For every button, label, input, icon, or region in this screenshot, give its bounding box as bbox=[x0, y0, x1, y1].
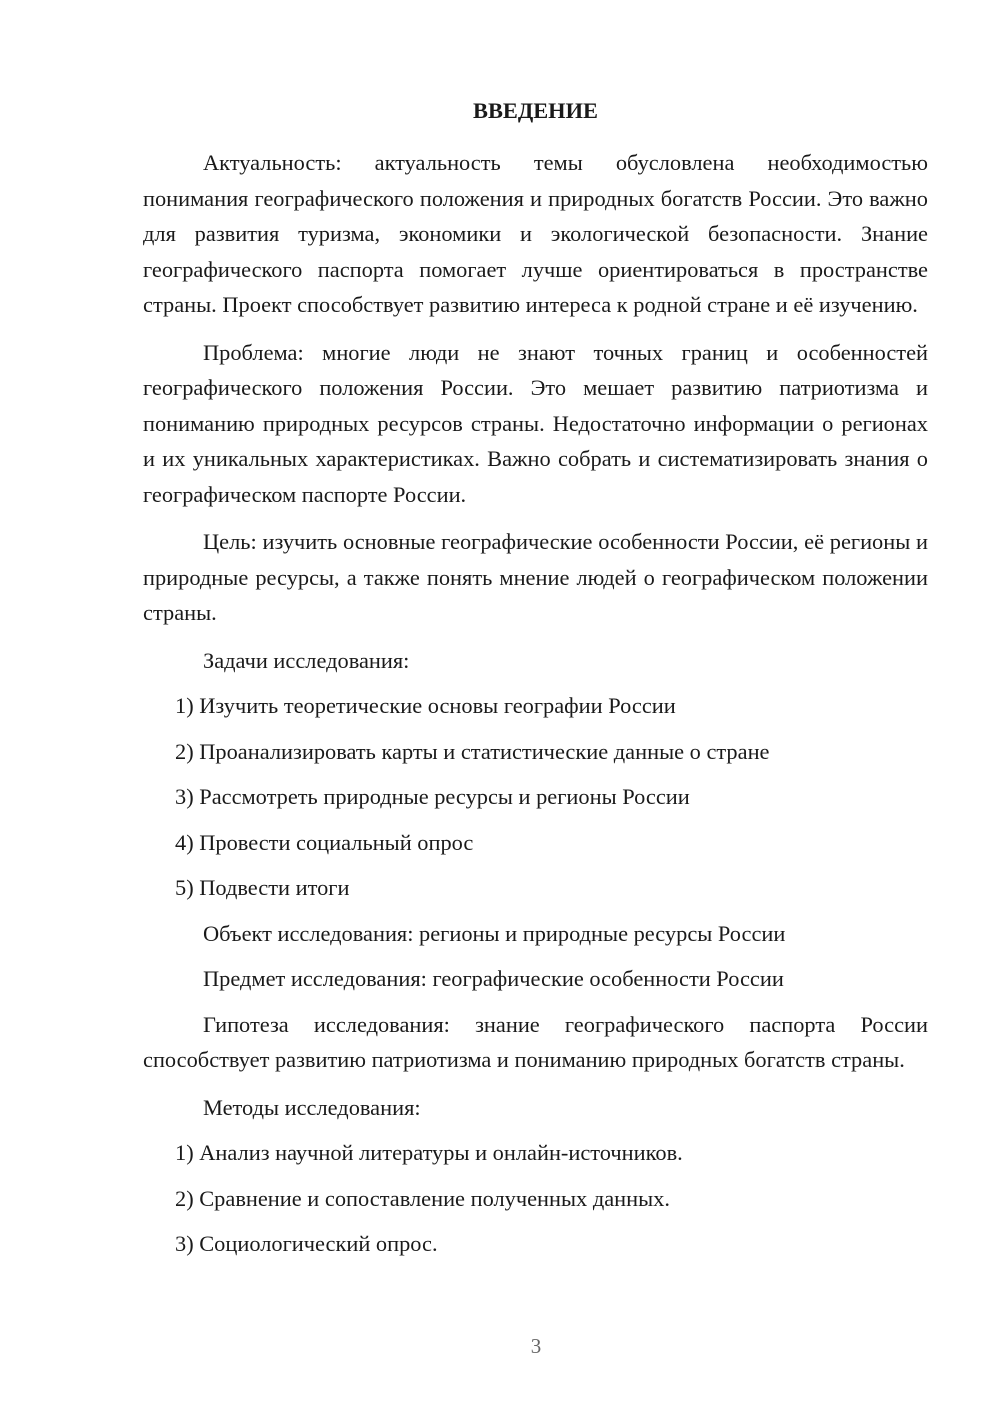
problem-paragraph: Проблема: многие люди не знают точных границ и особенностей географического положения России. Это мешает развитию патриотизма и пониманию природных ресурсов страны. Недостаточно информации о регионах и их уникальных характеристиках. Важно собрать и систематизировать знания о географическом паспорте России. bbox=[143, 339, 928, 507]
list-item-method: 2) Сравнение и сопоставление полученных данных. bbox=[175, 1185, 670, 1211]
list-item-method: 3) Социологический опрос. bbox=[175, 1231, 438, 1256]
research-subject: Предмет исследования: географические особенности России bbox=[203, 966, 784, 991]
list-item-method: 1) Анализ научной литературы и онлайн-источников. bbox=[175, 1140, 683, 1165]
list-item-task: 3) Рассмотреть природные ресурсы и регионы России bbox=[175, 784, 690, 809]
page-content bbox=[143, 93, 928, 1262]
tasks-heading: Задачи исследования: bbox=[203, 647, 410, 673]
list-item-task: 4) Провести социальный опрос bbox=[175, 829, 474, 855]
list-item-task: 5) Подвести итоги bbox=[175, 875, 350, 900]
relevance-paragraph: Актуальность: актуальность темы обусловлена необходимостью понимания географического положения и природных богатств России. Это важно для развития туризма, экономики и экологической безопасности. Знание географического паспорта помогает лучше ориентироваться в пространстве страны. Проект способствует развитию интереса к родной стране и её изучению. bbox=[143, 150, 928, 317]
methods-heading: Методы исследования: bbox=[203, 1094, 421, 1120]
hypothesis-paragraph: Гипотеза исследования: знание географического паспорта России способствует развитию патриотизма и пониманию природных богатств страны. bbox=[143, 1011, 928, 1072]
page-number: 3 bbox=[530, 1334, 542, 1358]
section-title: ВВЕДЕНИЕ bbox=[473, 98, 598, 123]
goal-paragraph: Цель: изучить основные географические особенности России, её регионы и природные ресурсы, а также понять мнение людей о географическом положении страны. bbox=[143, 529, 928, 625]
list-item-task: 1) Изучить теоретические основы географии России bbox=[175, 693, 676, 718]
research-object: Объект исследования: регионы и природные ресурсы России bbox=[203, 920, 786, 946]
list-item-task: 2) Проанализировать карты и статистические данные о стране bbox=[175, 738, 770, 764]
